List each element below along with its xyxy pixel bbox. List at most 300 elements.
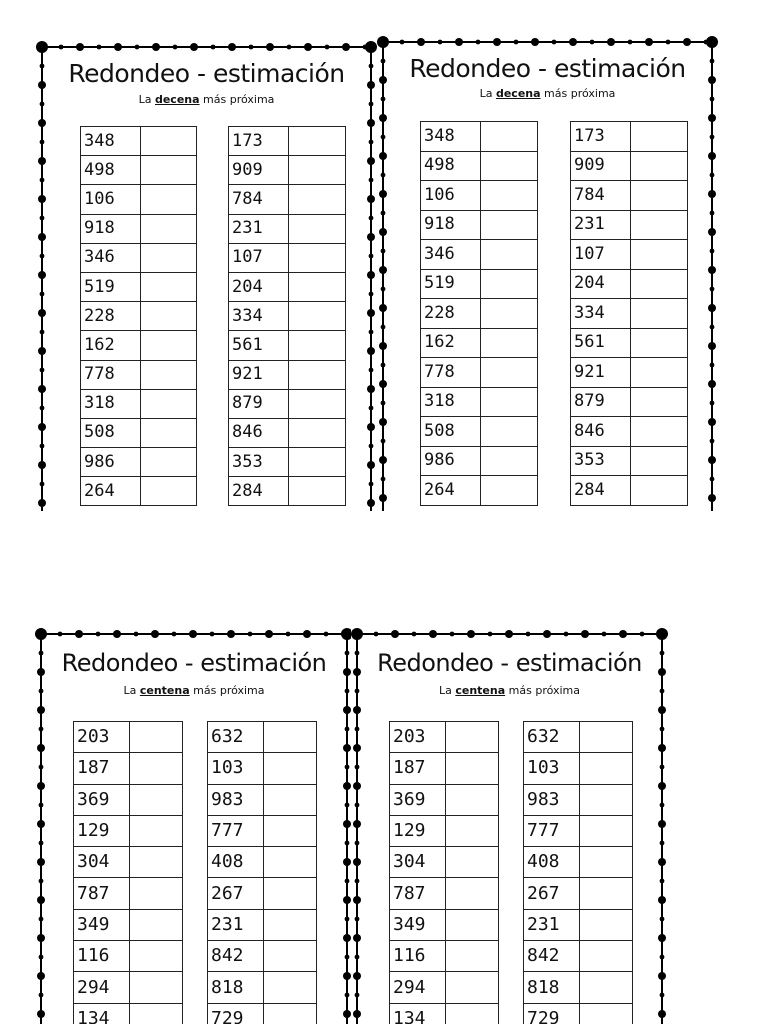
number-cell: 103 xyxy=(524,753,580,784)
answer-cell[interactable] xyxy=(580,847,633,878)
table-row xyxy=(524,784,633,815)
answer-cell[interactable] xyxy=(631,151,688,181)
table-row xyxy=(81,448,197,477)
subtitle-keyword: decena xyxy=(495,87,541,100)
answer-cell[interactable] xyxy=(631,299,688,329)
subtitle-keyword: centena xyxy=(455,684,506,697)
table-row xyxy=(208,753,317,784)
answer-cell[interactable] xyxy=(631,210,688,240)
number-cell: 267 xyxy=(208,878,264,909)
table-row xyxy=(229,156,346,185)
number-cell: 134 xyxy=(390,1003,446,1024)
table-row xyxy=(571,210,688,240)
answer-cell[interactable] xyxy=(130,1003,183,1024)
answer-cell[interactable] xyxy=(481,328,538,358)
answer-cell[interactable] xyxy=(289,127,346,156)
number-cell: 777 xyxy=(524,815,580,846)
answer-cell[interactable] xyxy=(130,753,183,784)
table-row xyxy=(390,722,499,753)
answer-cell[interactable] xyxy=(446,941,499,972)
table-row xyxy=(74,909,183,940)
number-cell: 334 xyxy=(229,302,289,331)
number-cell: 729 xyxy=(208,1003,264,1024)
table-row xyxy=(229,418,346,447)
answer-cell[interactable] xyxy=(289,214,346,243)
table-row xyxy=(229,214,346,243)
number-cell: 983 xyxy=(208,784,264,815)
number-cell: 107 xyxy=(571,240,631,270)
answer-cell[interactable] xyxy=(264,941,317,972)
worksheet-card-1 xyxy=(36,41,377,511)
table-row xyxy=(421,122,538,152)
number-cell: 267 xyxy=(524,878,580,909)
worksheet-card-4 xyxy=(351,628,668,1024)
table-row xyxy=(421,151,538,181)
number-table-right xyxy=(570,121,688,506)
table-row xyxy=(571,299,688,329)
table-row xyxy=(208,784,317,815)
table-row xyxy=(81,302,197,331)
number-cell: 778 xyxy=(421,358,481,388)
table-row xyxy=(421,240,538,270)
table-row xyxy=(208,972,317,1003)
table-row xyxy=(390,753,499,784)
table-row xyxy=(74,941,183,972)
number-cell: 264 xyxy=(421,476,481,506)
answer-cell[interactable] xyxy=(289,477,346,506)
answer-cell[interactable] xyxy=(130,878,183,909)
answer-cell[interactable] xyxy=(631,387,688,417)
answer-cell[interactable] xyxy=(264,847,317,878)
table-row xyxy=(571,328,688,358)
answer-cell[interactable] xyxy=(580,1003,633,1024)
table-row xyxy=(390,847,499,878)
answer-cell[interactable] xyxy=(289,360,346,389)
table-row xyxy=(74,847,183,878)
subtitle-prefix: La xyxy=(438,684,456,697)
answer-cell[interactable] xyxy=(141,156,197,185)
worksheet-card-3 xyxy=(35,628,353,1024)
answer-cell[interactable] xyxy=(141,272,197,301)
subtitle-prefix: La xyxy=(123,684,140,697)
table-row xyxy=(524,972,633,1003)
table-row xyxy=(421,299,538,329)
number-cell: 369 xyxy=(390,784,446,815)
answer-cell[interactable] xyxy=(631,269,688,299)
number-cell: 632 xyxy=(524,722,580,753)
table-row xyxy=(208,847,317,878)
table-row xyxy=(74,722,183,753)
table-row xyxy=(571,122,688,152)
number-cell: 519 xyxy=(81,272,141,301)
answer-cell[interactable] xyxy=(289,389,346,418)
table-row xyxy=(81,331,197,360)
number-cell: 784 xyxy=(571,181,631,211)
card-title: Redondeo - estimación xyxy=(68,59,345,88)
answer-cell[interactable] xyxy=(481,417,538,447)
answer-cell[interactable] xyxy=(446,878,499,909)
answer-cell[interactable] xyxy=(141,185,197,214)
table-row xyxy=(208,941,317,972)
number-cell: 498 xyxy=(81,156,141,185)
table-row xyxy=(229,477,346,506)
table-row xyxy=(229,360,346,389)
number-cell: 187 xyxy=(74,753,130,784)
table-row xyxy=(208,815,317,846)
card-subtitle xyxy=(36,93,377,106)
card-subtitle xyxy=(35,684,353,697)
subtitle-suffix: más próxima xyxy=(540,87,616,100)
table-row xyxy=(229,302,346,331)
table-row xyxy=(571,476,688,506)
table-row xyxy=(229,389,346,418)
answer-cell[interactable] xyxy=(141,360,197,389)
table-row xyxy=(81,272,197,301)
table-row xyxy=(421,387,538,417)
answer-cell[interactable] xyxy=(631,240,688,270)
table-row xyxy=(390,878,499,909)
number-cell: 204 xyxy=(571,269,631,299)
number-cell: 231 xyxy=(571,210,631,240)
table-row xyxy=(74,753,183,784)
subtitle-suffix: más próxima xyxy=(199,93,275,106)
number-cell: 508 xyxy=(421,417,481,447)
number-cell: 231 xyxy=(229,214,289,243)
answer-cell[interactable] xyxy=(446,753,499,784)
number-cell: 909 xyxy=(571,151,631,181)
number-cell: 508 xyxy=(81,418,141,447)
worksheet-card-2 xyxy=(377,36,718,511)
table-row xyxy=(571,240,688,270)
number-cell: 203 xyxy=(74,722,130,753)
table-row xyxy=(524,1003,633,1024)
answer-cell[interactable] xyxy=(631,446,688,476)
answer-cell[interactable] xyxy=(289,331,346,360)
number-cell: 187 xyxy=(390,753,446,784)
number-cell: 348 xyxy=(421,122,481,152)
number-cell: 304 xyxy=(74,847,130,878)
number-cell: 777 xyxy=(208,815,264,846)
table-row xyxy=(524,847,633,878)
table-row xyxy=(208,722,317,753)
answer-cell[interactable] xyxy=(141,418,197,447)
answer-cell[interactable] xyxy=(264,815,317,846)
number-cell: 353 xyxy=(571,446,631,476)
answer-cell[interactable] xyxy=(264,784,317,815)
number-cell: 498 xyxy=(421,151,481,181)
table-row xyxy=(421,446,538,476)
table-row xyxy=(74,784,183,815)
answer-cell[interactable] xyxy=(481,240,538,270)
table-row xyxy=(390,972,499,1003)
answer-cell[interactable] xyxy=(631,181,688,211)
answer-cell[interactable] xyxy=(481,210,538,240)
answer-cell[interactable] xyxy=(289,302,346,331)
table-row xyxy=(74,972,183,1003)
answer-cell[interactable] xyxy=(130,722,183,753)
number-cell: 353 xyxy=(229,448,289,477)
number-cell: 228 xyxy=(81,302,141,331)
subtitle-suffix: más próxima xyxy=(505,684,581,697)
number-cell: 879 xyxy=(229,389,289,418)
answer-cell[interactable] xyxy=(141,214,197,243)
table-row xyxy=(571,387,688,417)
answer-cell[interactable] xyxy=(289,418,346,447)
answer-cell[interactable] xyxy=(580,878,633,909)
answer-cell[interactable] xyxy=(481,181,538,211)
number-cell: 921 xyxy=(571,358,631,388)
table-row xyxy=(208,909,317,940)
table-row xyxy=(229,331,346,360)
number-cell: 561 xyxy=(229,331,289,360)
table-row xyxy=(81,156,197,185)
number-cell: 349 xyxy=(390,909,446,940)
number-cell: 986 xyxy=(81,448,141,477)
table-row xyxy=(421,476,538,506)
answer-cell[interactable] xyxy=(264,1003,317,1024)
table-row xyxy=(74,878,183,909)
number-cell: 204 xyxy=(229,272,289,301)
answer-cell[interactable] xyxy=(130,847,183,878)
number-cell: 846 xyxy=(229,418,289,447)
card-subtitle xyxy=(377,87,718,100)
answer-cell[interactable] xyxy=(141,389,197,418)
number-cell: 918 xyxy=(421,210,481,240)
answer-cell[interactable] xyxy=(264,753,317,784)
answer-cell[interactable] xyxy=(130,815,183,846)
number-cell: 519 xyxy=(421,269,481,299)
answer-cell[interactable] xyxy=(264,722,317,753)
number-cell: 787 xyxy=(74,878,130,909)
table-row xyxy=(571,446,688,476)
table-row xyxy=(524,941,633,972)
answer-cell[interactable] xyxy=(631,358,688,388)
number-cell: 173 xyxy=(229,127,289,156)
number-cell: 304 xyxy=(390,847,446,878)
card-title: Redondeo - estimación xyxy=(409,54,686,83)
card-title: Redondeo - estimación xyxy=(61,649,327,677)
number-cell: 294 xyxy=(390,972,446,1003)
number-table-left xyxy=(420,121,538,506)
number-cell: 231 xyxy=(524,909,580,940)
table-row xyxy=(81,360,197,389)
card-title: Redondeo - estimación xyxy=(377,649,642,677)
table-row xyxy=(208,878,317,909)
number-cell: 879 xyxy=(571,387,631,417)
table-row xyxy=(524,878,633,909)
table-row xyxy=(74,815,183,846)
number-cell: 921 xyxy=(229,360,289,389)
number-cell: 162 xyxy=(81,331,141,360)
table-row xyxy=(81,243,197,272)
number-cell: 349 xyxy=(74,909,130,940)
table-row xyxy=(390,1003,499,1024)
table-row xyxy=(390,909,499,940)
table-row xyxy=(421,328,538,358)
answer-cell[interactable] xyxy=(141,448,197,477)
answer-cell[interactable] xyxy=(141,331,197,360)
table-row xyxy=(390,941,499,972)
answer-cell[interactable] xyxy=(141,477,197,506)
number-cell: 346 xyxy=(81,243,141,272)
table-row xyxy=(81,477,197,506)
answer-cell[interactable] xyxy=(481,299,538,329)
number-cell: 106 xyxy=(81,185,141,214)
number-cell: 116 xyxy=(390,941,446,972)
table-row xyxy=(81,214,197,243)
table-row xyxy=(571,358,688,388)
number-cell: 561 xyxy=(571,328,631,358)
table-row xyxy=(421,181,538,211)
answer-cell[interactable] xyxy=(446,972,499,1003)
number-cell: 348 xyxy=(81,127,141,156)
answer-cell[interactable] xyxy=(481,122,538,152)
table-row xyxy=(74,1003,183,1024)
number-table-right xyxy=(207,721,317,1024)
answer-cell[interactable] xyxy=(446,784,499,815)
subtitle-keyword: decena xyxy=(154,93,200,106)
number-cell: 284 xyxy=(229,477,289,506)
number-cell: 162 xyxy=(421,328,481,358)
number-cell: 986 xyxy=(421,446,481,476)
number-cell: 818 xyxy=(208,972,264,1003)
card-subtitle xyxy=(351,684,668,697)
number-cell: 116 xyxy=(74,941,130,972)
table-row xyxy=(81,418,197,447)
number-cell: 107 xyxy=(229,243,289,272)
number-table-left xyxy=(73,721,183,1024)
table-row xyxy=(81,185,197,214)
number-cell: 318 xyxy=(81,389,141,418)
answer-cell[interactable] xyxy=(446,815,499,846)
number-cell: 284 xyxy=(571,476,631,506)
table-row xyxy=(390,784,499,815)
number-cell: 129 xyxy=(74,815,130,846)
answer-cell[interactable] xyxy=(481,151,538,181)
answer-cell[interactable] xyxy=(481,269,538,299)
answer-cell[interactable] xyxy=(141,127,197,156)
answer-cell[interactable] xyxy=(580,753,633,784)
number-cell: 231 xyxy=(208,909,264,940)
number-table-right xyxy=(228,126,346,506)
number-cell: 918 xyxy=(81,214,141,243)
answer-cell[interactable] xyxy=(264,972,317,1003)
answer-cell[interactable] xyxy=(446,847,499,878)
subtitle-keyword: centena xyxy=(139,684,190,697)
subtitle-prefix: La xyxy=(479,87,496,100)
number-cell: 103 xyxy=(208,753,264,784)
number-cell: 842 xyxy=(524,941,580,972)
table-row xyxy=(524,753,633,784)
answer-cell[interactable] xyxy=(446,909,499,940)
answer-cell[interactable] xyxy=(289,185,346,214)
answer-cell[interactable] xyxy=(141,243,197,272)
answer-cell[interactable] xyxy=(580,909,633,940)
number-cell: 784 xyxy=(229,185,289,214)
table-row xyxy=(524,815,633,846)
number-cell: 318 xyxy=(421,387,481,417)
answer-cell[interactable] xyxy=(289,243,346,272)
answer-cell[interactable] xyxy=(631,476,688,506)
number-table-right xyxy=(523,721,633,1024)
answer-cell[interactable] xyxy=(631,417,688,447)
table-row xyxy=(524,722,633,753)
table-row xyxy=(571,417,688,447)
answer-cell[interactable] xyxy=(580,722,633,753)
answer-cell[interactable] xyxy=(580,815,633,846)
number-cell: 369 xyxy=(74,784,130,815)
answer-cell[interactable] xyxy=(289,156,346,185)
answer-cell[interactable] xyxy=(481,358,538,388)
table-row xyxy=(208,1003,317,1024)
answer-cell[interactable] xyxy=(130,972,183,1003)
table-row xyxy=(571,181,688,211)
number-cell: 129 xyxy=(390,815,446,846)
answer-cell[interactable] xyxy=(130,909,183,940)
table-row xyxy=(81,127,197,156)
table-row xyxy=(229,185,346,214)
table-row xyxy=(524,909,633,940)
table-row xyxy=(421,269,538,299)
number-table-left xyxy=(80,126,197,506)
number-cell: 983 xyxy=(524,784,580,815)
table-row xyxy=(421,417,538,447)
subtitle-prefix: La xyxy=(138,93,155,106)
number-cell: 203 xyxy=(390,722,446,753)
number-cell: 778 xyxy=(81,360,141,389)
number-cell: 334 xyxy=(571,299,631,329)
number-cell: 264 xyxy=(81,477,141,506)
table-row xyxy=(390,815,499,846)
number-cell: 173 xyxy=(571,122,631,152)
number-cell: 846 xyxy=(571,417,631,447)
number-cell: 228 xyxy=(421,299,481,329)
number-cell: 818 xyxy=(524,972,580,1003)
number-cell: 134 xyxy=(74,1003,130,1024)
answer-cell[interactable] xyxy=(446,722,499,753)
table-row xyxy=(571,151,688,181)
answer-cell[interactable] xyxy=(264,878,317,909)
table-row xyxy=(229,243,346,272)
answer-cell[interactable] xyxy=(130,941,183,972)
number-cell: 729 xyxy=(524,1003,580,1024)
subtitle-suffix: más próxima xyxy=(189,684,265,697)
answer-cell[interactable] xyxy=(580,941,633,972)
answer-cell[interactable] xyxy=(631,122,688,152)
answer-cell[interactable] xyxy=(141,302,197,331)
answer-cell[interactable] xyxy=(446,1003,499,1024)
number-cell: 346 xyxy=(421,240,481,270)
table-row xyxy=(229,272,346,301)
answer-cell[interactable] xyxy=(580,972,633,1003)
number-cell: 294 xyxy=(74,972,130,1003)
answer-cell[interactable] xyxy=(580,784,633,815)
answer-cell[interactable] xyxy=(481,476,538,506)
table-row xyxy=(229,448,346,477)
table-row xyxy=(421,210,538,240)
number-cell: 909 xyxy=(229,156,289,185)
answer-cell[interactable] xyxy=(631,328,688,358)
answer-cell[interactable] xyxy=(481,446,538,476)
number-table-left xyxy=(389,721,499,1024)
answer-cell[interactable] xyxy=(289,272,346,301)
number-cell: 787 xyxy=(390,878,446,909)
answer-cell[interactable] xyxy=(130,784,183,815)
table-row xyxy=(81,389,197,418)
answer-cell[interactable] xyxy=(481,387,538,417)
answer-cell[interactable] xyxy=(264,909,317,940)
answer-cell[interactable] xyxy=(289,448,346,477)
